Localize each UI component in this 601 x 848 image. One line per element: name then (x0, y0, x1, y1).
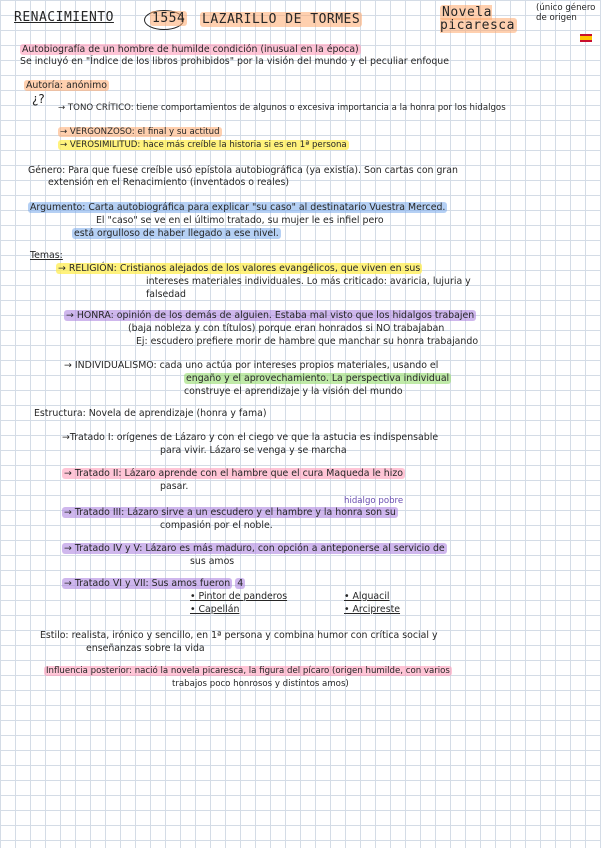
tratado-3-line-1: → Tratado III: Lázaro sirve a un escudero y el hambre y la honra son su (64, 507, 396, 518)
tratado-2-line-2: pasar. (160, 481, 189, 492)
honra-line-1: → HONRA: opinión de los demás de alguien. Estaba mal visto que los hidalgos trabajen (66, 310, 475, 321)
estructura-label: Estructura: Novela de aprendizaje (honra y fama) (34, 408, 267, 419)
amos-count-badge: 4 (237, 578, 244, 589)
autoria-item-3: → VEROSIMILITUD: hace más creíble la historia si es en 1ª persona (60, 140, 347, 150)
influencia-line-1: Influencia posterior: nació la novela picaresca, la figura del pícaro (origen humilde, con varios (46, 666, 450, 676)
amo-item-1: • Pintor de panderos (190, 591, 288, 602)
tratado-1-line-2: para vivir. Lázaro se venga y se marcha (160, 445, 347, 456)
genero-line-1: Género: Para que fuese creíble usó epístola autobiográfica (ya existía). Son cartas con gran (28, 165, 458, 176)
genre-title: Novela picaresca (440, 5, 515, 33)
individualismo-line-2: engaño y el aprovechamiento. La perspectiva individual (186, 373, 450, 384)
temas-label: Temas: (30, 250, 63, 261)
year-label: 1554 (152, 11, 186, 26)
estilo-line-1: Estilo: realista, irónico y sencillo, en 1ª persona y combina humor con crítica social y (40, 630, 438, 641)
autoria-item-1: → TONO CRÍTICO: tiene comportamientos de algunos o excesiva importancia a la honra por los hidalgos (58, 103, 506, 113)
individualismo-line-1: → INDIVIDUALISMO: cada uno actúa por intereses propios materiales, usando el (64, 360, 439, 371)
tratado-4-5-line-1: → Tratado IV y V: Lázaro es más maduro, con opción a anteponerse al servicio de (64, 543, 445, 554)
intro-line-1: Autobiografía de un hombre de humilde condición (inusual en la época) (22, 44, 359, 55)
religion-line-1: → RELIGIÓN: Cristianos alejados de los valores evangélicos, que viven en sus (58, 263, 421, 274)
genre-note: (único género de origen (536, 3, 596, 23)
tratado-3-line-2: compasión por el noble. (160, 520, 273, 531)
tratado-1-line-1: →Tratado I: orígenes de Lázaro y con el ciego ve que la astucia es indispensable (62, 432, 439, 443)
tratado-6-7-line-1: → Tratado VI y VII: Sus amos fueron 4 (64, 578, 244, 589)
tratado-2-line-1: → Tratado II: Lázaro aprende con el hambre que el cura Maqueda le hizo (64, 468, 404, 479)
work-title: LAZARILLO DE TORMES (202, 12, 361, 27)
genero-line-2: extensión en el Renacimiento (inventados o reales) (48, 177, 290, 188)
intro-line-2: Se incluyó en "Índice de los libros prohibidos" por la visión del mundo y el peculiar enfoque (20, 56, 450, 67)
argumento-line-3: está orgulloso de haber llegado a ese nivel. (74, 228, 279, 239)
religion-line-3: falsedad (146, 289, 186, 300)
religion-line-2: intereses materiales individuales. Lo más criticado: avaricia, lujuria y (146, 276, 471, 287)
autoria-question: ¿? (32, 92, 45, 106)
amo-item-4: • Arcipreste (344, 604, 401, 615)
tratado-4-5-line-2: sus amos (190, 556, 235, 567)
autoria-item-2: → VERGONZOSO: el final y su actitud (60, 127, 220, 137)
spain-flag-icon (580, 34, 592, 42)
period-title: RENACIMIENTO (14, 10, 114, 25)
tratado-3-note: hidalgo pobre (344, 496, 404, 506)
amo-item-3: • Alguacil (344, 591, 390, 602)
argumento-line-2: El "caso" se ve en el último tratado, su mujer le es infiel pero (96, 215, 384, 226)
honra-line-3: Ej: escudero prefiere morir de hambre que manchar su honra trabajando (136, 336, 479, 347)
individualismo-line-3: construye el aprendizaje y la visión del mundo (184, 386, 403, 397)
amo-item-2: • Capellán (190, 604, 240, 615)
honra-line-2: (baja nobleza y con títulos) porque eran honrados si NO trabajaban (128, 323, 445, 334)
autoria-label: Autoría: anónimo (26, 80, 107, 91)
influencia-line-2: trabajos poco honrosos y distintos amos) (172, 679, 349, 689)
argumento-line-1: Argumento: Carta autobiográfica para explicar "su caso" al destinatario Vuestra Merced. (30, 202, 446, 213)
estilo-line-2: enseñanzas sobre la vida (86, 643, 205, 654)
